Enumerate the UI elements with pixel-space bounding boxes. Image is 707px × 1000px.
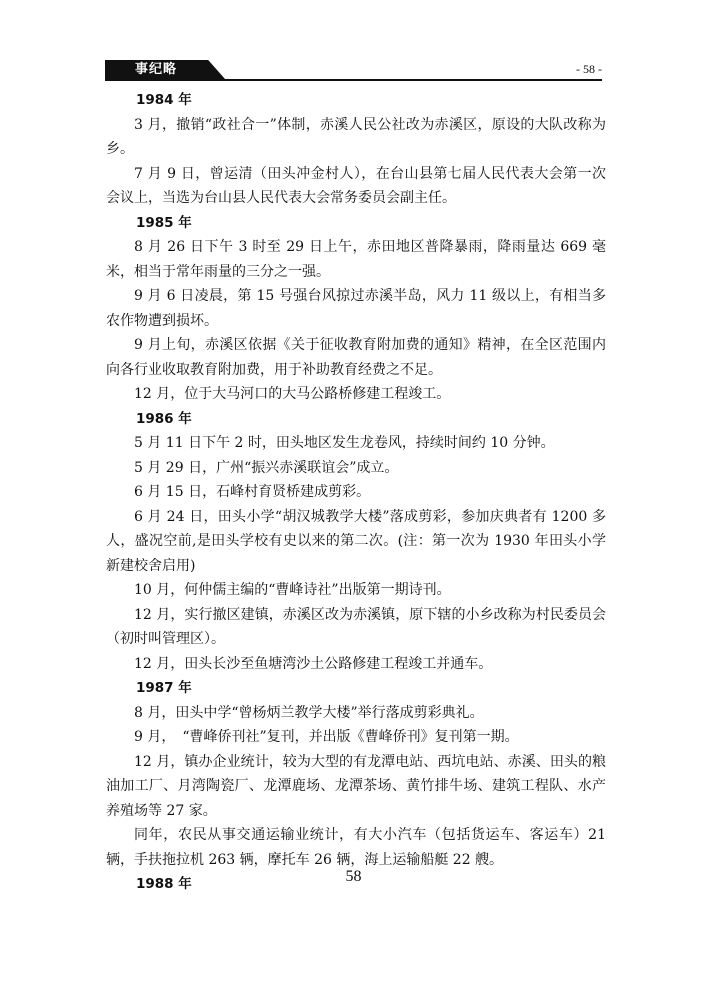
section-title: 事纪略 [135, 62, 178, 77]
year-heading: 1984 年 [136, 92, 192, 108]
chronicle-entry: 12 月，实行撤区建镇，赤溪区改为赤溪镇，原下辖的小乡改称为村民委员会（初时叫管理区）。 [106, 606, 606, 647]
year-heading: 1985 年 [136, 214, 192, 231]
chronicle-entry: 9 月 6 日凌晨，第 15 号强台风掠过赤溪半岛，风力 11 级以上，有相当多农作物遭到损坏。 [106, 288, 606, 329]
chronicle-entry: 7 月 9 日，曾运清（田头冲金村人），在台山县第七届人民代表大会第一次会议上，当选为台山县人民代表大会常务委员会副主任。 [106, 165, 606, 206]
chronicle-entry: 5 月 11 日下午 2 时，田头地区发生龙卷风，持续时间约 10 分钟。 [134, 435, 555, 451]
chronicle-body [106, 88, 606, 897]
chronicle-entry: 5 月 29 日，广州“振兴赤溪联谊会”成立。 [134, 459, 399, 476]
chronicle-entry: 10 月，何仲儒主编的“曹峰诗社”出版第一期诗刊。 [134, 582, 451, 598]
header-rule [105, 79, 602, 81]
chronicle-entry: 12 月，田头长沙至鱼塘湾沙土公路修建工程竣工并通车。 [134, 655, 493, 672]
chronicle-entry: 9 月上旬，赤溪区依据《关于征收教育附加费的通知》精神，在全区范围内向各行业收取教育附加费，用于补助教育经费之不足。 [106, 337, 606, 378]
year-heading: 1986 年 [136, 410, 192, 427]
year-heading: 1988 年 [136, 876, 192, 892]
year-heading: 1987 年 [136, 680, 192, 696]
chronicle-entry: 12 月，位于大马河口的大马公路桥修建工程竣工。 [134, 386, 451, 402]
footer-page-number: 58 [345, 868, 362, 885]
header-page-number: - 58 - [576, 62, 602, 76]
running-header [105, 60, 602, 80]
chronicle-entry: 12 月，镇办企业统计，较为大型的有龙潭电站、西坑电站、赤溪、田头的粮油加工厂、月湾陶瓷厂、龙潭鹿场、龙潭茶场、黄竹排牛场、建筑工程队、水产养殖场等 27 家。 [106, 753, 606, 819]
chronicle-entry: 6 月 24 日，田头小学“胡汉城教学大楼”落成剪彩，参加庆典者有 1200 多人，盛况空前,是田头学校有史以来的第二次。(注：第一次为 1930 年田头小学新建校舍启用) [106, 508, 606, 574]
chronicle-entry: 同年，农民从事交通运输业统计，有大小汽车（包括货运车、客运车）21 辆，手扶拖拉机 263 辆，摩托车 26 辆，海上运输船艇 22 艘。 [106, 827, 606, 868]
chronicle-entry: 3 月，撤销“政社合一”体制，赤溪人民公社改为赤溪区，原设的大队改称为乡。 [106, 116, 606, 157]
chronicle-entry: 8 月 26 日下午 3 时至 29 日上午，赤田地区普降暴雨，降雨量达 669 毫米，相当于常年雨量的三分之一强。 [106, 239, 606, 280]
chronicle-entry: 8 月，田头中学“曾杨炳兰教学大楼”举行落成剪彩典礼。 [134, 704, 484, 721]
chronicle-entry: 9 月， “曹峰侨刊社”复刊，并出版《曹峰侨刊》复刊第一期。 [134, 729, 519, 745]
chronicle-entry: 6 月 15 日，石峰村育贤桥建成剪彩。 [134, 484, 371, 500]
